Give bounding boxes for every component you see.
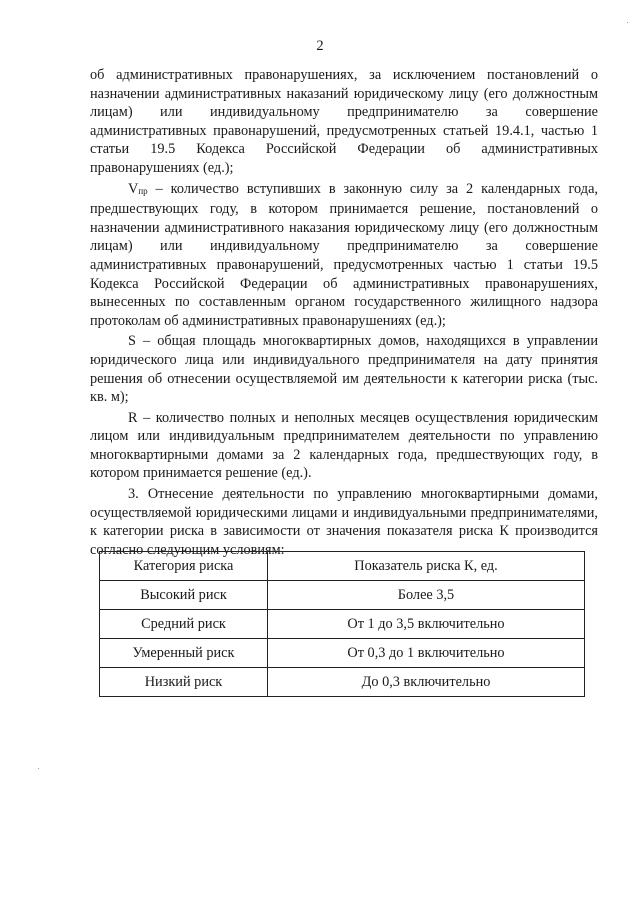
table-row xyxy=(100,610,585,639)
table-cell-category: Низкий риск xyxy=(100,668,268,697)
variable-v-subscript: пр xyxy=(138,185,148,196)
table-cell-category: Высокий риск xyxy=(100,581,268,610)
variable-v: V xyxy=(128,180,139,197)
table-header-row xyxy=(100,552,585,581)
table-row xyxy=(100,581,585,610)
table-row xyxy=(100,639,585,668)
risk-category-table xyxy=(99,551,585,697)
page-number: 2 xyxy=(316,38,324,54)
table-cell-category: Средний риск xyxy=(100,610,268,639)
table-cell-category: Умеренный риск xyxy=(100,639,268,668)
v-definition-text: – количество вступивших в законную силу за 2 календарных года, предшествующих году, в котором принимается решение, постановлений о назначении административного наказания юридическому лицу (его должностным лицам) или индивидуальному предпринимателю за совершение административных правонарушений, предусмотренных частью 1 статьи 19.5 Кодекса Российской Федерации об административных правонарушениях, вынесенных по составленным органом государственного жилищного надзора протоколам об административных правонарушениях (ед.); xyxy=(90,180,598,329)
scan-speck xyxy=(627,22,628,23)
scan-speck xyxy=(38,768,39,769)
table-header-indicator: Показатель риска К, ед. xyxy=(268,552,585,581)
paragraph-v-definition xyxy=(90,180,598,331)
table-cell-indicator: Более 3,5 xyxy=(268,581,585,610)
table-row xyxy=(100,668,585,697)
paragraph-item-3: 3. Отнесение деятельности по управлению многоквартирными домами, осуществляемой юридическими лицами и индивидуальными предпринимателями, к категории риска в зависимости от значения показателя риска К производится согласно следующим условиям: xyxy=(90,486,598,558)
table-header-category: Категория риска xyxy=(100,552,268,581)
table-cell-indicator: От 1 до 3,5 включительно xyxy=(268,610,585,639)
paragraph-s-definition: S – общая площадь многоквартирных домов, находящихся в управлении юридического лица или индивидуального предпринимателя на дату принятия решения об отнесении осуществляемой им деятельности к категории риска (тыс. кв. м); xyxy=(90,333,598,406)
table-cell-indicator: От 0,3 до 1 включительно xyxy=(268,639,585,668)
table-cell-indicator: До 0,3 включительно xyxy=(268,668,585,697)
paragraph-continuation: об административных правонарушениях, за исключением постановлений о назначении административных наказаний юридическому лицу (его должностным лицам) или индивидуальному предпринимателю за совершение административных правонарушений, предусмотренных статьей 19.4.1, частью 1 статьи 19.5 Кодекса Российской Федерации об административных правонарушениях (ед.); xyxy=(90,67,598,176)
paragraph-r-definition: R – количество полных и неполных месяцев осуществления юридическим лицом или индивидуальным предпринимателем деятельности по управлению многоквартирными домами за 2 календарных года, предшествующих году, в котором принимается решение (ед.). xyxy=(90,409,598,482)
document-body xyxy=(90,66,598,559)
